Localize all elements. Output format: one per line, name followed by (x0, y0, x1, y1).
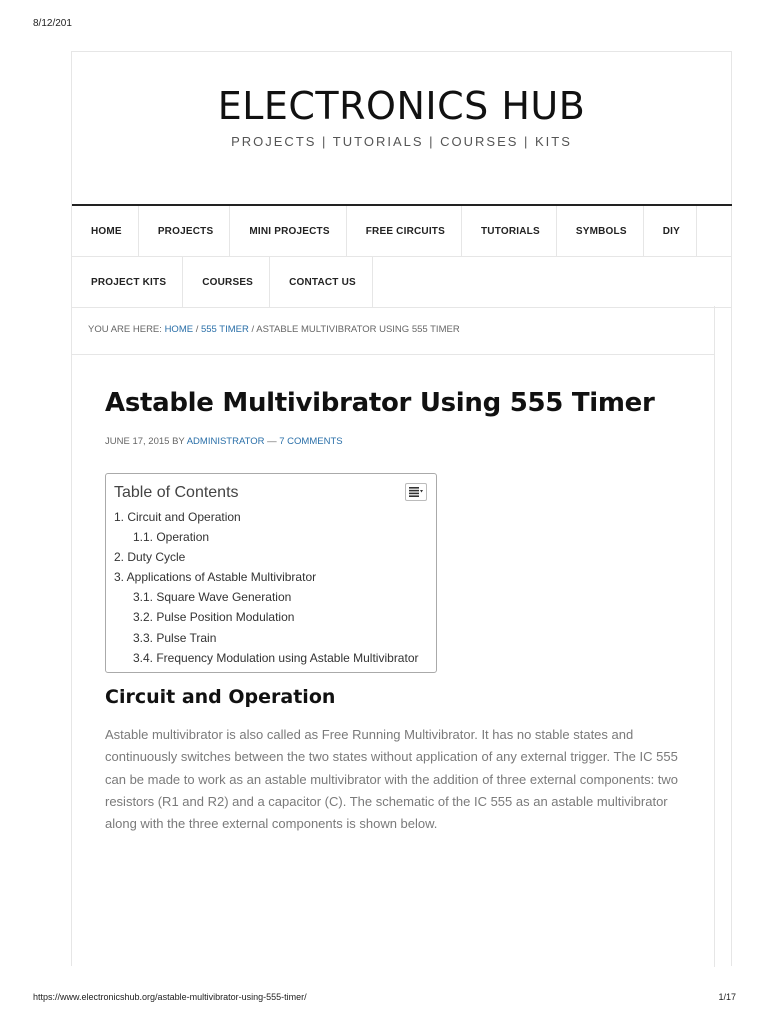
table-of-contents (105, 473, 437, 673)
meta-by: BY (169, 436, 187, 447)
nav-item-home[interactable]: HOME (72, 206, 139, 256)
breadcrumb-divider (72, 354, 715, 355)
nav-row-2 (72, 257, 732, 308)
toc-list (114, 507, 432, 668)
print-page-number: 1/17 (718, 992, 736, 1002)
nav-item-projects[interactable]: PROJECTS (139, 206, 231, 256)
breadcrumb-category-link[interactable]: 555 TIMER (200, 324, 249, 335)
toc-title: Table of Contents (114, 484, 239, 501)
content-area (72, 306, 715, 967)
nav-row-1 (72, 206, 732, 257)
list-toggle-icon (409, 487, 423, 497)
print-date: 8/12/201 (33, 18, 72, 29)
breadcrumb (88, 324, 460, 335)
print-url: https://www.electronicshub.org/astable-multivibrator-using-555-timer/ (33, 992, 307, 1002)
toc-item[interactable]: 3.1. Square Wave Generation (133, 590, 292, 605)
breadcrumb-separator: / (193, 324, 201, 335)
toc-item[interactable]: 3.4. Frequency Modulation using Astable Multivibrator (133, 650, 419, 665)
comments-link[interactable]: 7 COMMENTS (279, 436, 343, 447)
nav-item-free-circuits[interactable]: FREE CIRCUITS (347, 206, 462, 256)
author-link[interactable]: ADMINISTRATOR (186, 436, 265, 447)
toc-item[interactable]: 1. Circuit and Operation (114, 510, 241, 524)
post-date: JUNE 17, 2015 (105, 436, 170, 447)
site-title[interactable]: ELECTRONICS HUB (217, 84, 586, 128)
nav-item-symbols[interactable]: SYMBOLS (557, 206, 644, 256)
site-tagline: PROJECTS | TUTORIALS | COURSES | KITS (231, 134, 572, 149)
toc-toggle-button[interactable] (405, 483, 427, 501)
toc-item[interactable]: 3. Applications of Astable Multivibrator (114, 570, 317, 585)
nav-item-contact-us[interactable]: CONTACT US (270, 257, 373, 307)
nav-item-tutorials[interactable]: TUTORIALS (462, 206, 557, 256)
article-title: Astable Multivibrator Using 555 Timer (105, 388, 655, 418)
toc-item[interactable]: 3.2. Pulse Position Modulation (133, 610, 295, 625)
article-meta (105, 436, 343, 447)
breadcrumb-prefix: YOU ARE HERE: (88, 324, 165, 335)
nav-item-diy[interactable]: DIY (644, 206, 697, 256)
site-frame (71, 51, 732, 966)
breadcrumb-separator: / (248, 324, 257, 335)
nav-item-mini-projects[interactable]: MINI PROJECTS (230, 206, 346, 256)
section-heading: Circuit and Operation (105, 686, 336, 708)
toc-item[interactable]: 3.3. Pulse Train (133, 630, 217, 645)
meta-dash: — (264, 436, 280, 447)
nav-item-courses[interactable]: COURSES (183, 257, 270, 307)
breadcrumb-current: ASTABLE MULTIVIBRATOR USING 555 TIMER (256, 324, 460, 335)
toc-item[interactable]: 1.1. Operation (133, 530, 210, 545)
site-header (72, 52, 731, 204)
main-navigation (72, 204, 732, 308)
section-paragraph: Astable multivibrator is also called as Free Running Multivibrator. It has no stable states and continuously switches between the two states without application of any external trigger. The IC 555 can be made to work as an astable multivibrator with the addition of three external components: two resistors (R1 and R2) and a capacitor (C). The schematic of the IC 555 as an astable multivibrator along with the three external components is shown below. (105, 727, 679, 832)
nav-item-project-kits[interactable]: PROJECT KITS (72, 257, 183, 307)
breadcrumb-home-link[interactable]: HOME (164, 324, 194, 335)
toc-item[interactable]: 2. Duty Cycle (114, 550, 186, 565)
